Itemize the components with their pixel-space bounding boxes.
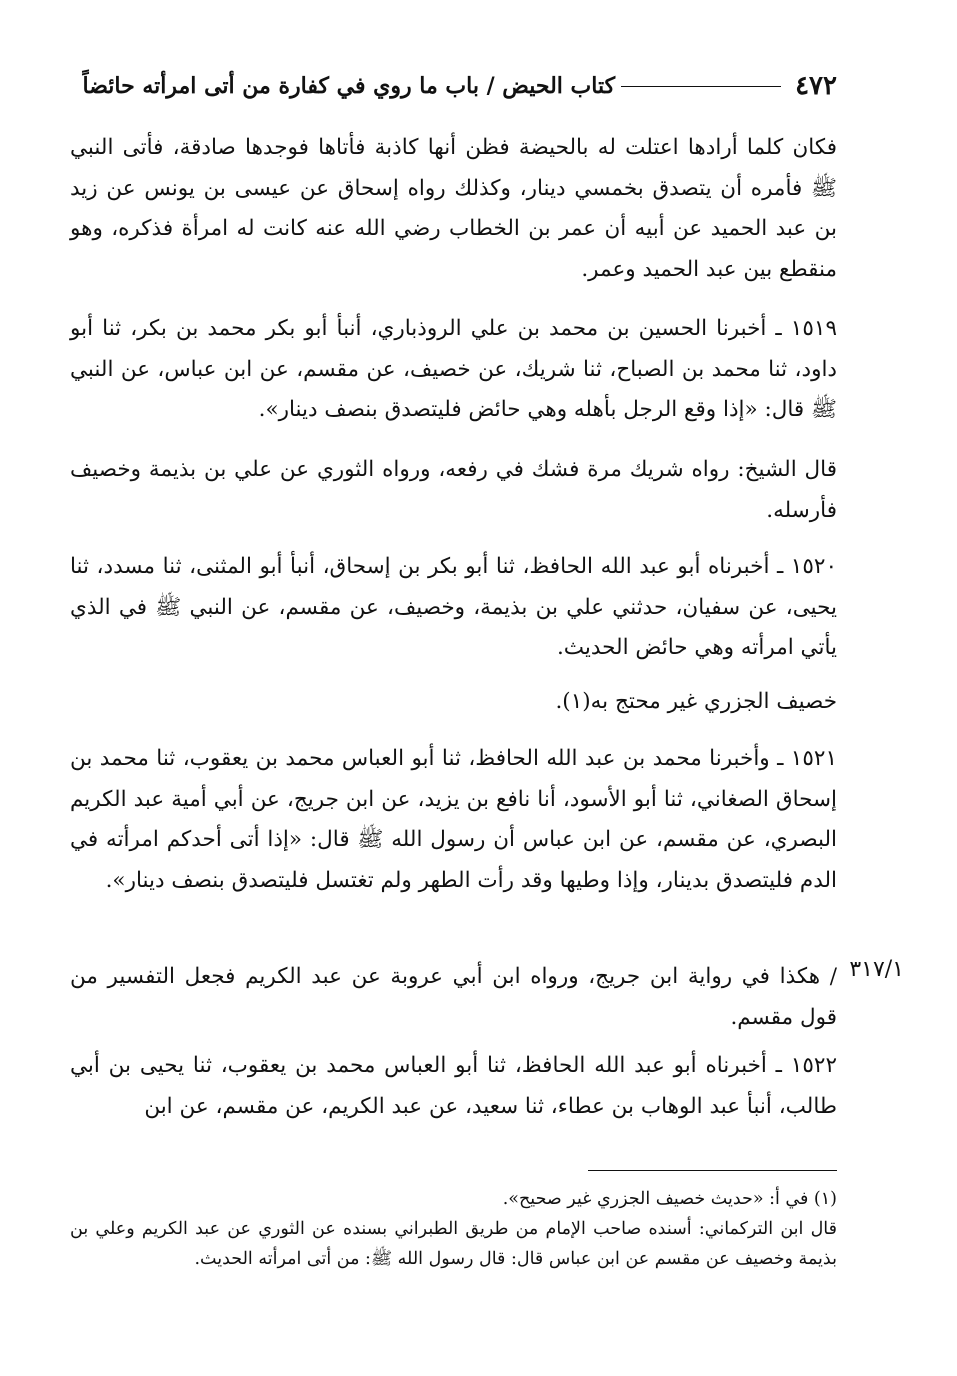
paragraph-text: ١٥١٩ ـ أخبرنا الحسين بن محمد بن علي الروذباري، أنبأ أبو بكر محمد بن بكر، ثنا أبو داود، ثنا محمد بن الصباح، ثنا شريك، عن خصيف، عن مقسم، عن ابن عباس، عن النبي ﷺ قال: «إذا وقع الرجل بأهله وهي حائض فليتصدق بنصف دينار». xyxy=(70,316,837,422)
narrator-grading xyxy=(70,682,837,723)
paragraph-text: ١٥٢٠ ـ أخبرناه أبو عبد الله الحافظ، ثنا أبو بكر بن إسحاق، أنبأ أبو المثنى، ثنا مسدد، ثنا يحيى، عن سفيان، حدثني علي بن بذيمة، وخصيف، عن مقسم، عن النبي ﷺ في الذي يأتي امرأته وهي حائض الحديث. xyxy=(70,554,837,660)
running-header xyxy=(70,66,837,106)
paragraph-text: ١٥٢١ ـ وأخبرنا محمد بن عبد الله الحافظ، ثنا أبو العباس محمد بن يعقوب، ثنا محمد بن إسحاق الصغاني، ثنا أبو الأسود، أنا نافع بن يزيد، عن ابن جريج، عن أبي أمية عبد الكريم البصري، عن مقسم، عن ابن عباس أن رسول الله ﷺ قال: «إذا أتى أحدكم امرأته في الدم فليتصدق بدينار، وإذا وطيها وقد رأت الطهر ولم تغتسل فليتصدق بنصف دينار». xyxy=(70,746,837,893)
hadith-1520 xyxy=(70,547,837,669)
chapter-title: كتاب الحيض / باب ما روي في كفارة من أتى امرأته حائضاً xyxy=(82,73,616,99)
paragraph-text: فكان كلما أرادها اعتلت له بالحيضة فظن أنها كاذبة فأتاها فوجدها صادقة، فأتى النبي ﷺ فأمره أن يتصدق بخمسي دينار، وكذلك رواه إسحاق عن عيسى بن يونس عن زيد بن عبد الحميد عن أبيه أن عمر بن الخطاب رضي الله عنه كانت له امرأة فذكره، وهو منقطع بين عبد الحميد وعمر. xyxy=(70,135,837,282)
hadith-1522 xyxy=(70,1046,837,1127)
paragraph-text: ١٥٢٢ ـ أخبرناه أبو عبد الله الحافظ، ثنا أبو العباس محمد بن يعقوب، ثنا يحيى بن أبي طالب، أنبأ عبد الوهاب بن عطاء، ثنا سعيد، عن عبد الكريم، عن مقسم، عن ابن xyxy=(70,1053,837,1119)
sheikh-comment xyxy=(70,450,837,531)
paragraph-continuation xyxy=(70,128,837,290)
margin-reference: ٣١٧/١ xyxy=(849,957,904,982)
hadith-1519 xyxy=(70,309,837,431)
paragraph-text: / هكذا في رواية ابن جريج، ورواه ابن أبي عروبة عن عبد الكريم فجعل التفسير من قول مقسم. xyxy=(70,964,837,1030)
hadith-1521 xyxy=(70,739,837,901)
footnote-text: قال ابن التركماني: أسنده صاحب الإمام من طريق الطبراني بسنده عن الثوري عن عبد الكريم وعلي بن بذيمة وخصيف عن مقسم عن ابن عباس قال: قال رسول الله ﷺ: من أتى امرأته الحديث. xyxy=(70,1219,837,1269)
footnote-text: (١) في أ: «حديث خصيف الجزري غير صحيح». xyxy=(502,1189,837,1209)
page-number: ٤٧٢ xyxy=(795,71,837,101)
footnotes xyxy=(70,1184,837,1274)
paragraph-text: خصيف الجزري غير محتج به(١). xyxy=(555,689,837,714)
header-rule xyxy=(621,86,781,87)
footnote-separator xyxy=(588,1170,837,1171)
paragraph-text: قال الشيخ: رواه شريك مرة فشك في رفعه، ورواه الثوري عن علي بن بذيمة وخصيف فأرسله. xyxy=(70,457,837,523)
ibn-jurayj-note xyxy=(70,957,837,1038)
